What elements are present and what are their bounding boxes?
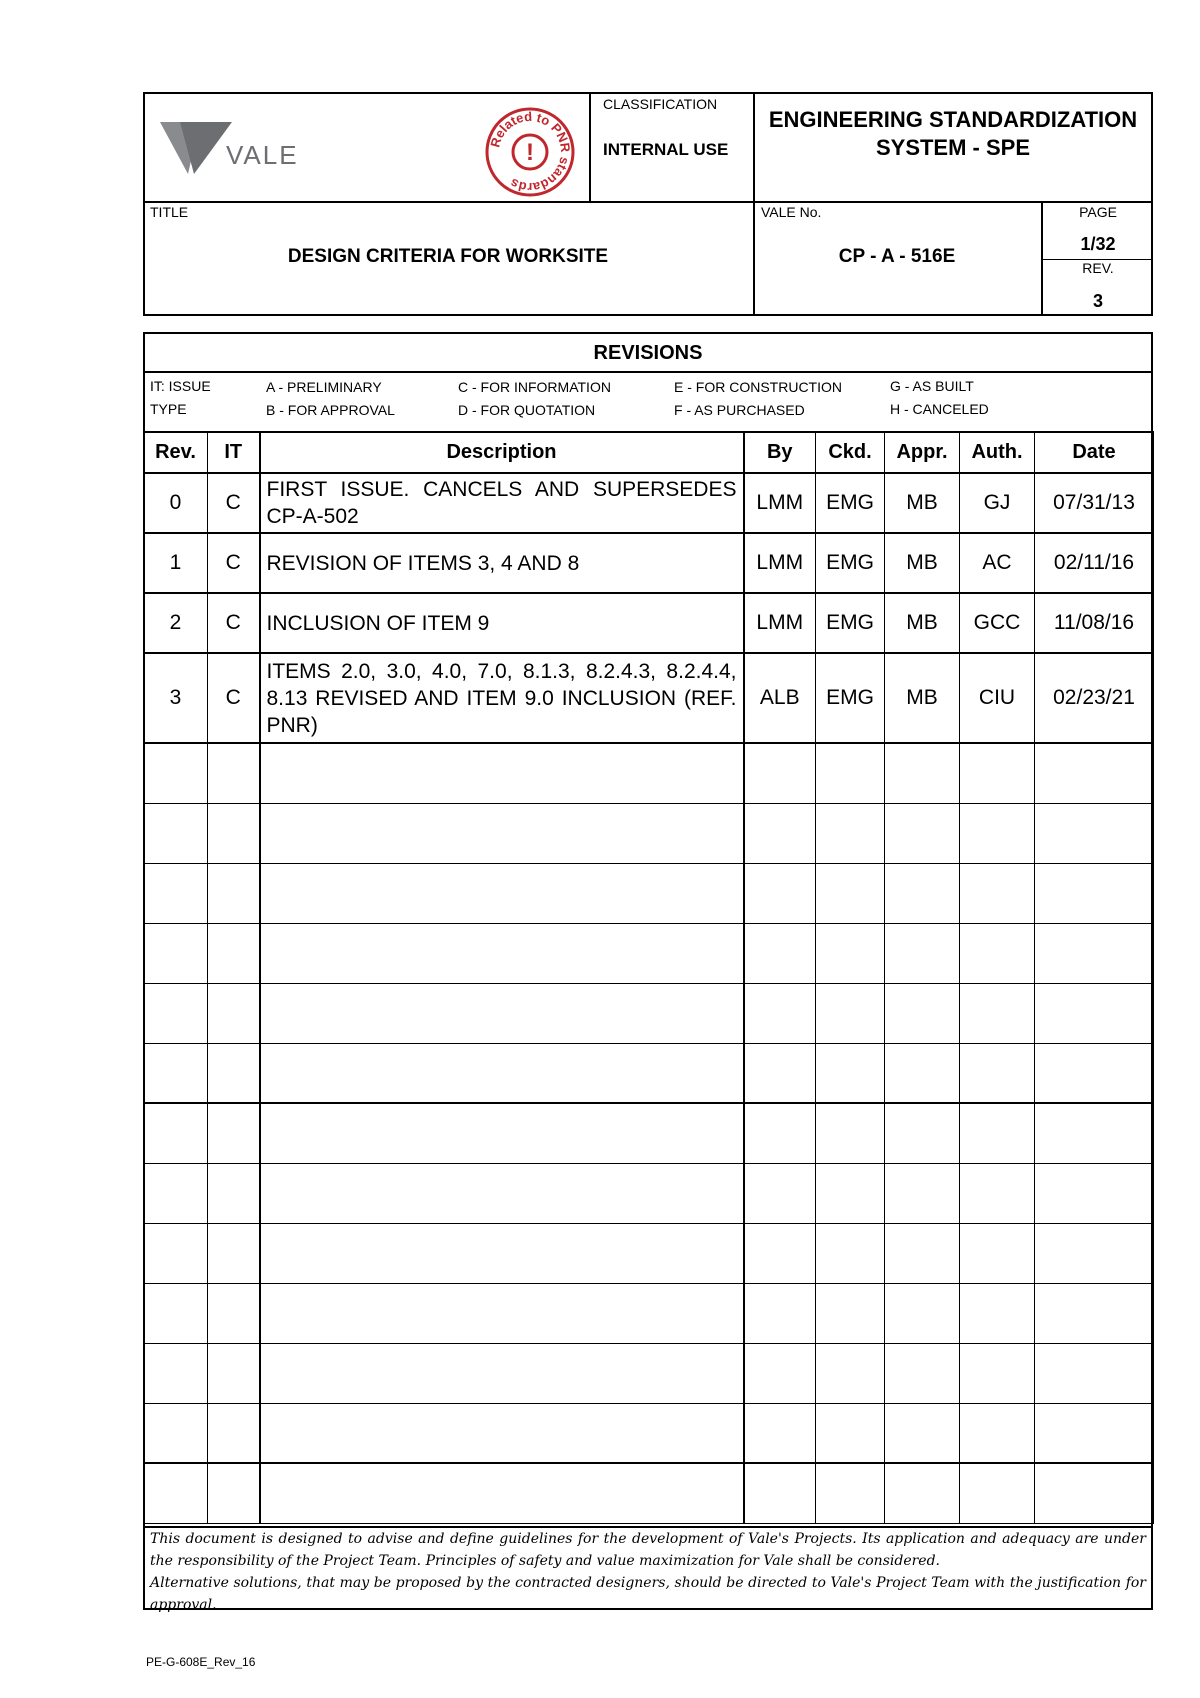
empty-cell bbox=[1035, 923, 1154, 983]
empty-cell bbox=[208, 863, 260, 923]
empty-cell bbox=[816, 1463, 885, 1523]
empty-cell bbox=[1035, 863, 1154, 923]
empty-cell bbox=[885, 1283, 960, 1343]
auth-cell: GCC bbox=[960, 593, 1035, 653]
ckd-cell: EMG bbox=[816, 593, 885, 653]
empty-cell bbox=[208, 1463, 260, 1523]
empty-cell bbox=[885, 1043, 960, 1103]
empty-cell bbox=[885, 1163, 960, 1223]
empty-cell bbox=[260, 1103, 744, 1163]
footer-note-2: Alternative solutions, that may be proposed by the contracted designers, should be directed to Vale's Project Team with the justification for approval. bbox=[150, 1575, 1146, 1613]
empty-table-row bbox=[144, 983, 1154, 1043]
issue-type-a: A - PRELIMINARY bbox=[266, 379, 382, 395]
empty-cell bbox=[208, 983, 260, 1043]
revisions-heading-divider bbox=[143, 371, 1153, 373]
header-divider bbox=[143, 201, 1153, 203]
ckd-cell: EMG bbox=[816, 473, 885, 533]
stamp-text: Related to PNR standards bbox=[487, 108, 574, 196]
empty-cell bbox=[144, 1223, 208, 1283]
issue-type-label-1: IT: ISSUE bbox=[150, 378, 211, 394]
date-cell: 02/11/16 bbox=[1035, 533, 1154, 593]
empty-cell bbox=[260, 1403, 744, 1463]
empty-cell bbox=[744, 743, 816, 803]
empty-cell bbox=[885, 983, 960, 1043]
page-label: PAGE bbox=[1079, 204, 1117, 220]
empty-cell bbox=[744, 923, 816, 983]
empty-cell bbox=[960, 1103, 1035, 1163]
empty-cell bbox=[744, 1043, 816, 1103]
empty-table-row bbox=[144, 1463, 1154, 1523]
auth-cell: CIU bbox=[960, 653, 1035, 743]
by-cell: LMM bbox=[744, 473, 816, 533]
empty-cell bbox=[816, 1223, 885, 1283]
empty-cell bbox=[1035, 1103, 1154, 1163]
empty-cell bbox=[208, 1223, 260, 1283]
empty-cell bbox=[1035, 1043, 1154, 1103]
by-cell: LMM bbox=[744, 593, 816, 653]
empty-cell bbox=[816, 1403, 885, 1463]
ckd-cell: EMG bbox=[816, 653, 885, 743]
col-it: IT bbox=[208, 432, 260, 473]
empty-cell bbox=[1035, 743, 1154, 803]
empty-cell bbox=[960, 923, 1035, 983]
empty-cell bbox=[144, 1043, 208, 1103]
empty-cell bbox=[144, 1103, 208, 1163]
it-cell: C bbox=[208, 653, 260, 743]
description-cell: FIRST ISSUE. CANCELS AND SUPERSEDES CP-A-502 bbox=[260, 473, 744, 533]
svg-text:!: ! bbox=[526, 139, 534, 166]
col-appr: Appr. bbox=[885, 432, 960, 473]
empty-table-row bbox=[144, 1283, 1154, 1343]
empty-cell bbox=[816, 1283, 885, 1343]
vale-logo-icon bbox=[160, 118, 232, 174]
issue-type-d: D - FOR QUOTATION bbox=[458, 402, 596, 418]
empty-cell bbox=[1035, 803, 1154, 863]
empty-cell bbox=[960, 803, 1035, 863]
empty-cell bbox=[816, 803, 885, 863]
empty-cell bbox=[144, 1403, 208, 1463]
empty-cell bbox=[816, 1103, 885, 1163]
empty-cell bbox=[144, 803, 208, 863]
empty-cell bbox=[885, 1403, 960, 1463]
empty-cell bbox=[744, 863, 816, 923]
rev-cell: 1 bbox=[144, 533, 208, 593]
vale-no-value: CP - A - 516E bbox=[838, 246, 956, 267]
empty-cell bbox=[260, 1463, 744, 1523]
empty-table-row bbox=[144, 743, 1154, 803]
rev-cell: 3 bbox=[144, 653, 208, 743]
empty-table-row bbox=[144, 923, 1154, 983]
it-cell: C bbox=[208, 533, 260, 593]
empty-cell bbox=[816, 923, 885, 983]
system-title: ENGINEERING STANDARDIZATION SYSTEM - SPE bbox=[768, 107, 1138, 160]
col-auth: Auth. bbox=[960, 432, 1035, 473]
header-col-divider-1 bbox=[589, 92, 591, 201]
empty-cell bbox=[816, 983, 885, 1043]
auth-cell: GJ bbox=[960, 473, 1035, 533]
empty-cell bbox=[144, 1343, 208, 1403]
title-label: TITLE bbox=[150, 204, 189, 220]
revisions-header-row bbox=[144, 432, 1154, 473]
empty-cell bbox=[260, 923, 744, 983]
rev-label: REV. bbox=[1082, 260, 1114, 276]
empty-cell bbox=[960, 863, 1035, 923]
revisions-table bbox=[143, 431, 1154, 1524]
empty-cell bbox=[144, 1283, 208, 1343]
empty-cell bbox=[744, 1223, 816, 1283]
empty-cell bbox=[960, 1403, 1035, 1463]
empty-cell bbox=[260, 863, 744, 923]
empty-cell bbox=[260, 1223, 744, 1283]
empty-cell bbox=[260, 983, 744, 1043]
empty-cell bbox=[144, 863, 208, 923]
empty-cell bbox=[744, 1463, 816, 1523]
empty-cell bbox=[816, 1163, 885, 1223]
empty-cell bbox=[816, 863, 885, 923]
empty-cell bbox=[885, 863, 960, 923]
issue-type-c: C - FOR INFORMATION bbox=[458, 379, 611, 395]
empty-cell bbox=[1035, 1223, 1154, 1283]
empty-cell bbox=[260, 1043, 744, 1103]
empty-table-row bbox=[144, 803, 1154, 863]
empty-cell bbox=[260, 1163, 744, 1223]
date-cell: 02/23/21 bbox=[1035, 653, 1154, 743]
empty-cell bbox=[816, 1343, 885, 1403]
empty-cell bbox=[744, 1343, 816, 1403]
empty-cell bbox=[885, 923, 960, 983]
empty-cell bbox=[1035, 1463, 1154, 1523]
pnr-stamp-icon bbox=[485, 107, 575, 197]
classification-label: CLASSIFICATION bbox=[603, 96, 718, 112]
empty-cell bbox=[208, 923, 260, 983]
date-cell: 11/08/16 bbox=[1035, 593, 1154, 653]
empty-cell bbox=[260, 1283, 744, 1343]
empty-cell bbox=[208, 743, 260, 803]
rev-cell: 0 bbox=[144, 473, 208, 533]
empty-cell bbox=[144, 923, 208, 983]
issue-type-b: B - FOR APPROVAL bbox=[266, 402, 395, 418]
appr-cell: MB bbox=[885, 593, 960, 653]
table-row bbox=[144, 533, 1154, 593]
empty-table-row bbox=[144, 1343, 1154, 1403]
auth-cell: AC bbox=[960, 533, 1035, 593]
empty-cell bbox=[260, 803, 744, 863]
empty-cell bbox=[960, 743, 1035, 803]
empty-table-row bbox=[144, 1163, 1154, 1223]
empty-cell bbox=[744, 1163, 816, 1223]
empty-cell bbox=[1035, 1283, 1154, 1343]
empty-cell bbox=[260, 1343, 744, 1403]
col-description: Description bbox=[260, 432, 744, 473]
date-cell: 07/31/13 bbox=[1035, 473, 1154, 533]
vale-logo bbox=[160, 118, 310, 178]
empty-cell bbox=[144, 743, 208, 803]
empty-cell bbox=[208, 1283, 260, 1343]
pnr-stamp bbox=[485, 107, 575, 197]
col-by: By bbox=[744, 432, 816, 473]
empty-cell bbox=[960, 983, 1035, 1043]
empty-cell bbox=[208, 1343, 260, 1403]
empty-rows bbox=[144, 743, 1154, 1523]
col-date: Date bbox=[1035, 432, 1154, 473]
issue-type-label-2: TYPE bbox=[150, 401, 187, 417]
empty-cell bbox=[1035, 1163, 1154, 1223]
empty-cell bbox=[1035, 1403, 1154, 1463]
empty-cell bbox=[816, 1043, 885, 1103]
empty-cell bbox=[744, 1283, 816, 1343]
empty-cell bbox=[960, 1463, 1035, 1523]
empty-cell bbox=[1035, 983, 1154, 1043]
classification-value: INTERNAL USE bbox=[603, 140, 729, 159]
empty-table-row bbox=[144, 863, 1154, 923]
empty-cell bbox=[960, 1343, 1035, 1403]
page-value: 1/32 bbox=[1080, 234, 1116, 254]
empty-table-row bbox=[144, 1223, 1154, 1283]
empty-cell bbox=[885, 1343, 960, 1403]
table-row bbox=[144, 593, 1154, 653]
by-cell: ALB bbox=[744, 653, 816, 743]
table-row bbox=[144, 653, 1154, 743]
description-cell: ITEMS 2.0, 3.0, 4.0, 7.0, 8.1.3, 8.2.4.3, 8.2.4.4, 8.13 REVISED AND ITEM 9.0 INCLUSION (REF. PNR) bbox=[260, 653, 744, 743]
empty-cell bbox=[885, 743, 960, 803]
issue-type-f: F - AS PURCHASED bbox=[674, 402, 805, 418]
issue-type-g: G - AS BUILT bbox=[890, 378, 974, 394]
empty-cell bbox=[208, 1103, 260, 1163]
empty-cell bbox=[960, 1043, 1035, 1103]
empty-table-row bbox=[144, 1403, 1154, 1463]
empty-cell bbox=[208, 803, 260, 863]
empty-cell bbox=[260, 743, 744, 803]
issue-type-h: H - CANCELED bbox=[890, 401, 989, 417]
empty-cell bbox=[744, 1103, 816, 1163]
issue-type-e: E - FOR CONSTRUCTION bbox=[674, 379, 842, 395]
rev-value: 3 bbox=[1092, 291, 1103, 311]
empty-cell bbox=[816, 743, 885, 803]
empty-cell bbox=[960, 1223, 1035, 1283]
appr-cell: MB bbox=[885, 473, 960, 533]
empty-table-row bbox=[144, 1043, 1154, 1103]
empty-cell bbox=[885, 1223, 960, 1283]
description-cell: INCLUSION OF ITEM 9 bbox=[260, 593, 744, 653]
col-rev: Rev. bbox=[144, 432, 208, 473]
empty-table-row bbox=[144, 1103, 1154, 1163]
form-code: PE-G-608E_Rev_16 bbox=[146, 1655, 256, 1669]
vale-no-label: VALE No. bbox=[761, 204, 822, 220]
empty-cell bbox=[885, 1463, 960, 1523]
empty-cell bbox=[208, 1163, 260, 1223]
ckd-cell: EMG bbox=[816, 533, 885, 593]
by-cell: LMM bbox=[744, 533, 816, 593]
it-cell: C bbox=[208, 593, 260, 653]
empty-cell bbox=[960, 1163, 1035, 1223]
empty-cell bbox=[144, 1163, 208, 1223]
appr-cell: MB bbox=[885, 533, 960, 593]
appr-cell: MB bbox=[885, 653, 960, 743]
empty-cell bbox=[208, 1403, 260, 1463]
revisions-heading: REVISIONS bbox=[593, 342, 703, 364]
empty-cell bbox=[1035, 1343, 1154, 1403]
empty-cell bbox=[885, 1103, 960, 1163]
footer-note-1: This document is designed to advise and define guidelines for the development of Vale's Projects. Its application and adequacy are under the responsibility of the Project Team. Principles of safety and value maximization for Vale shall be considered. bbox=[150, 1531, 1146, 1569]
empty-cell bbox=[208, 1043, 260, 1103]
rev-cell: 2 bbox=[144, 593, 208, 653]
empty-cell bbox=[960, 1283, 1035, 1343]
col-ckd: Ckd. bbox=[816, 432, 885, 473]
description-cell: REVISION OF ITEMS 3, 4 AND 8 bbox=[260, 533, 744, 593]
it-cell: C bbox=[208, 473, 260, 533]
empty-cell bbox=[885, 803, 960, 863]
empty-cell bbox=[144, 1463, 208, 1523]
empty-cell bbox=[744, 803, 816, 863]
table-row bbox=[144, 473, 1154, 533]
empty-cell bbox=[144, 983, 208, 1043]
document-title: DESIGN CRITERIA FOR WORKSITE bbox=[287, 246, 609, 267]
vale-logo-text: VALE bbox=[226, 140, 299, 170]
empty-cell bbox=[744, 1403, 816, 1463]
empty-cell bbox=[744, 983, 816, 1043]
header-col-divider-2 bbox=[753, 92, 755, 316]
